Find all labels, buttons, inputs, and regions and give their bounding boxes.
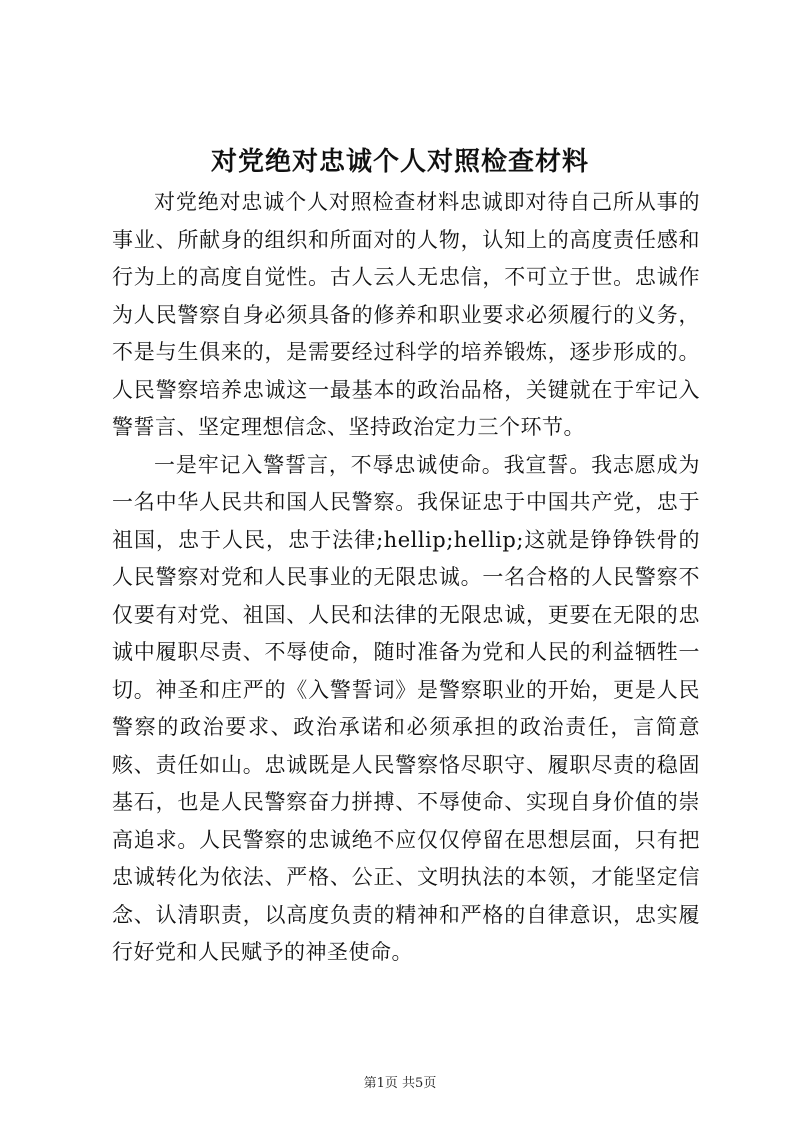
page-footer: 第1页 共5页	[363, 1076, 437, 1091]
paragraph-1: 对党绝对忠诚个人对照检查材料忠诚即对待自己所从事的事业、所献身的组织和所面对的人物，认知上的高度责任感和行为上的高度自觉性。古人云人无忠信，不可立于世。忠诚作为人民警察自身必须具备的修养和职业要求必须履行的义务，不是与生俱来的，是需要经过科学的培养锻炼，逐步形成的。人民警察培养忠诚这一最基本的政治品格，关键就在于牢记入警誓言、坚定理想信念、坚持政治定力三个环节。	[112, 190, 700, 439]
document-title: 对党绝对忠诚个人对照检查材料	[210, 147, 589, 177]
paragraph-2: 一是牢记入警誓言，不辱忠诚使命。我宣誓。我志愿成为一名中华人民共和国人民警察。我保证忠于中国共产党，忠于祖国，忠于人民，忠于法律;hellip;hellip;这就是铮铮铁骨的人民警察对党和人民事业的无限忠诚。一名合格的人民警察不仅要有对党、祖国、人民和法律的无限忠诚，更要在无限的忠诚中履职尽责、不辱使命，随时准备为党和人民的利益牺牲一切。神圣和庄严的《入警誓词》是警察职业的开始，更是人民警察的政治要求、政治承诺和必须承担的政治责任，言简意赅、责任如山。忠诚既是人民警察恪尽职守、履职尽责的稳固基石，也是人民警察奋力拼搏、不辱使命、实现自身价值的崇高追求。人民警察的忠诚绝不应仅仅停留在思想层面，只有把忠诚转化为依法、严格、公正、文明执法的本领，才能坚定信念、认清职责，以高度负责的精神和严格的自律意识，忠实履行好党和人民赋予的神圣使命。	[112, 452, 700, 964]
document-body	[112, 184, 700, 972]
